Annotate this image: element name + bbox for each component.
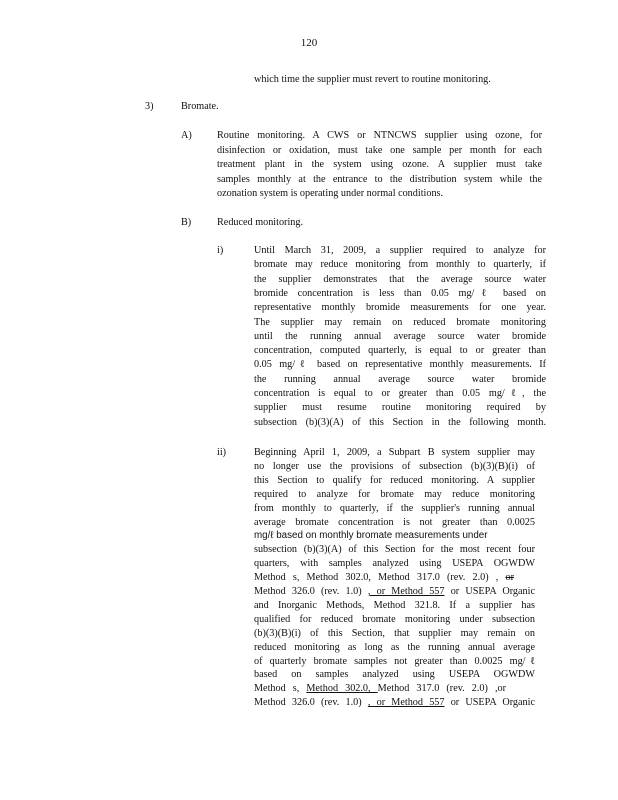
deleted-text: or xyxy=(505,572,514,584)
text-line: disinfection or oxidation, must take one sample per month for each xyxy=(217,144,542,156)
page-number: 120 xyxy=(300,37,318,49)
text-line: concentration, computed quarterly, is equal to or greater than xyxy=(254,345,546,357)
text-line: subsection (b)(3)(A) of this Section in the following month. xyxy=(254,416,546,428)
text-line: the supplier demonstrates that the average source water xyxy=(254,273,546,285)
text-line: and Inorganic Methods, Method 321.8. If a supplier has xyxy=(254,599,535,611)
text-line: supplier must resume routine monitoring required by xyxy=(254,402,546,414)
text-line: 0.05 mg/ℓ based on representative monthly measurements. If xyxy=(254,359,546,371)
text-line: bromate may reduce monitoring from monthly to quarterly, if xyxy=(254,259,546,271)
text-line: no longer use the provisions of subsection (b)(3)(B)(i) of xyxy=(254,460,535,472)
text-line: from monthly to quarterly, if the supplier's running annual xyxy=(254,502,535,514)
text-line: this Section to qualify for reduced monitoring. A supplier xyxy=(254,474,535,486)
text-line: average bromate concentration is not greater than 0.0025 xyxy=(254,516,535,528)
text-line: representative monthly bromide measurements for one year. xyxy=(254,302,546,314)
text-span: Method 326.0 (rev. 1.0) xyxy=(254,586,368,597)
text-line: subsection (b)(3)(A) of this Section for the most recent four xyxy=(254,544,535,556)
method-line xyxy=(254,697,535,709)
sub-a-label: A) xyxy=(181,130,192,141)
method-line xyxy=(254,572,514,584)
text-line: quarters, with samples analyzed using USEPA OGWDW xyxy=(254,558,535,570)
text-span: or USEPA Organic xyxy=(444,697,535,709)
text-line: (b)(3)(B)(i) of this Section, that supplier may remain on xyxy=(254,627,535,639)
text-line: of quarterly bromate samples not greater than 0.0025 mg/ℓ xyxy=(254,655,535,667)
text-span: Method 326.0 (rev. 1.0) xyxy=(254,697,368,709)
text-line: concentration is equal to or greater than 0.05 mg/ℓ, the xyxy=(254,388,546,399)
text-line: until the running annual average source water bromide xyxy=(254,330,546,342)
text-line: based on samples analyzed using USEPA OGWDW xyxy=(254,669,535,681)
method-line xyxy=(254,683,506,695)
text-line: reduced monitoring as long as the running annual average xyxy=(254,641,535,653)
text-line: ozonation system is operating under normal conditions. xyxy=(217,188,444,199)
text-span: Method 317.0 (rev. 2.0) ,or xyxy=(377,683,506,695)
item-3-title: Bromate. xyxy=(181,101,219,112)
text-line: The supplier may remain on reduced bromate monitoring xyxy=(254,316,546,328)
inserted-text: Method 302.0, xyxy=(306,683,378,695)
text-span: Method s, Method 302.0, Method 317.0 (rev. 2.0) , xyxy=(254,572,506,584)
text-line: Beginning April 1, 2009, a Subpart B system supplier may xyxy=(254,447,535,458)
continuation-line: which time the supplier must revert to routine monitoring. xyxy=(254,74,491,85)
text-line: bromide concentration is less than 0.05 mg/ℓ based on xyxy=(254,287,546,299)
text-line: treatment plant in the system using ozone. A supplier must take xyxy=(217,159,542,170)
item-3-label: 3) xyxy=(145,101,154,112)
para-i-label: i) xyxy=(217,245,224,256)
text-span: or USEPA Organic xyxy=(444,586,535,597)
text-line: qualified for reduced bromate monitoring under subsection xyxy=(254,613,535,625)
text-line: the running annual average source water bromide xyxy=(254,373,546,385)
text-line: Until March 31, 2009, a supplier required to analyze for xyxy=(254,245,546,256)
text-line-bold: mg/ℓ based on monthly bromate measurements under xyxy=(254,530,488,542)
text-span: Method s, xyxy=(254,683,307,695)
sub-b-label: B) xyxy=(181,217,192,228)
inserted-text: , or Method 557 xyxy=(367,586,445,597)
text-line: samples monthly at the entrance to the distribution system while the xyxy=(217,173,542,185)
text-line: Routine monitoring. A CWS or NTNCWS supplier using ozone, for xyxy=(217,130,542,141)
method-line xyxy=(254,586,535,598)
sub-b-title: Reduced monitoring. xyxy=(217,217,304,228)
para-ii-label: ii) xyxy=(217,447,227,458)
text-line: required to analyze for bromate may reduce monitoring xyxy=(254,488,535,500)
inserted-text: , or Method 557 xyxy=(367,697,445,709)
